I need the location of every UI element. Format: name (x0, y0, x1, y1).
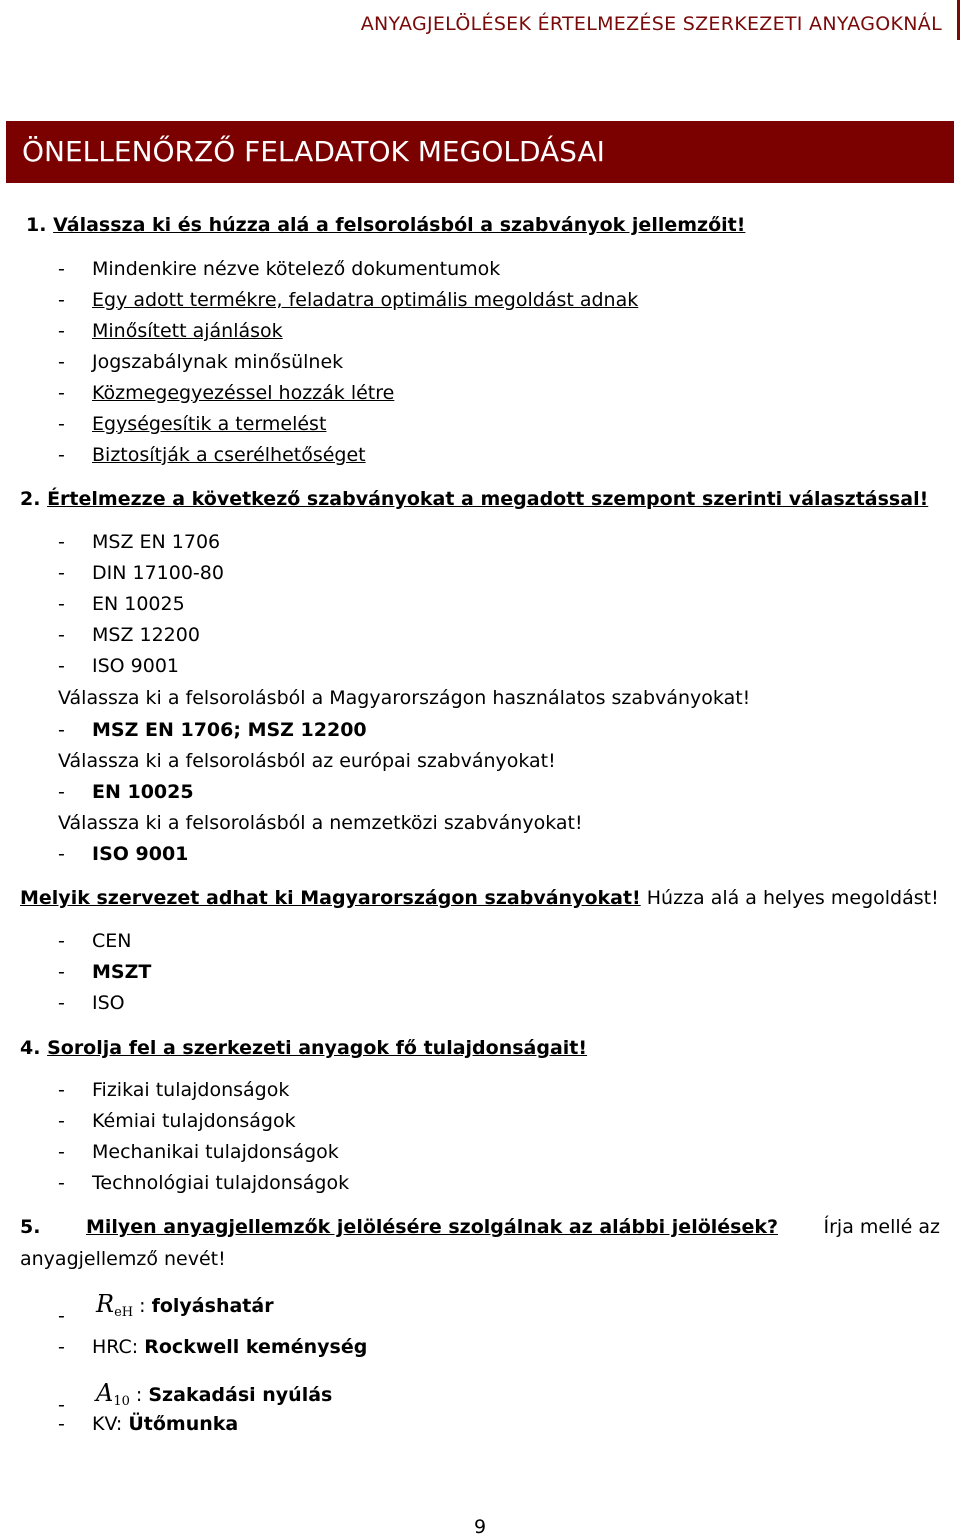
q1-item: Egységesítik a termelést (92, 413, 327, 435)
q2-item: MSZ EN 1706 (92, 531, 221, 553)
dash: - (58, 531, 65, 553)
dash: - (58, 1336, 65, 1358)
q2-item: EN 10025 (92, 593, 185, 615)
page-number: 9 (473, 1516, 487, 1538)
q5-item-hrc: HRC: Rockwell keménység (92, 1336, 368, 1358)
dash: - (58, 719, 65, 741)
running-header: ANYAGJELÖLÉSEK ÉRTELMEZÉSE SZERKEZETI ANYAGOKNÁL (360, 13, 942, 35)
q4-item: Kémiai tulajdonságok (92, 1110, 296, 1132)
dash: - (58, 655, 65, 677)
q1-item: Jogszabálynak minősülnek (92, 351, 344, 373)
dash: - (58, 562, 65, 584)
q5-item-reh: $R_{eH}$ : folyáshatár (96, 1290, 274, 1320)
dash: - (58, 258, 65, 280)
dash: - (58, 1079, 65, 1101)
q3-item: MSZT (92, 961, 152, 983)
question-3: Melyik szervezet adhat ki Magyarországon szabványokat! Húzza alá a helyes megoldást! (20, 887, 939, 909)
dash: - (58, 992, 65, 1014)
dash: - (58, 930, 65, 952)
q2-subquestion: Válassza ki a felsorolásból az európai szabványokat! (58, 750, 556, 772)
q2-answer: MSZ EN 1706; MSZ 12200 (92, 719, 367, 741)
q2-item: ISO 9001 (92, 655, 180, 677)
dash: - (58, 593, 65, 615)
q2-item: DIN 17100-80 (92, 562, 224, 584)
q2-subquestion: Válassza ki a felsorolásból a nemzetközi szabványokat! (58, 812, 583, 834)
dash: - (58, 382, 65, 404)
dash: - (58, 351, 65, 373)
question-1: 1. Válassza ki és húzza alá a felsorolásból a szabványok jellemzőit! (26, 214, 746, 236)
q1-item: Mindenkire nézve kötelező dokumentumok (92, 258, 501, 280)
q2-answer: ISO 9001 (92, 843, 189, 865)
dash: - (58, 1305, 65, 1327)
question-2: 2. Értelmezze a következő szabványokat a megadott szempont szerinti választással! (20, 488, 929, 510)
q3-item: ISO (92, 992, 125, 1014)
q1-item: Közmegegyezéssel hozzák létre (92, 382, 395, 404)
dash: - (58, 320, 65, 342)
dash: - (58, 1413, 65, 1435)
q4-item: Fizikai tulajdonságok (92, 1079, 290, 1101)
dash: - (58, 1172, 65, 1194)
section-banner: ÖNELLENŐRZŐ FELADATOK MEGOLDÁSAI (6, 121, 954, 183)
dash: - (58, 413, 65, 435)
q3-item: CEN (92, 930, 132, 952)
q5-item-kv: KV: Ütőmunka (92, 1413, 239, 1435)
question-5: 5. Milyen anyagjellemzők jelölésére szolgálnak az alábbi jelölések? Írja mellé az (20, 1216, 940, 1238)
q4-item: Mechanikai tulajdonságok (92, 1141, 339, 1163)
dash: - (58, 1110, 65, 1132)
q4-item: Technológiai tulajdonságok (92, 1172, 350, 1194)
q5-item-a10: $A_{10}$ : Szakadási nyúlás (96, 1379, 333, 1409)
dash: - (58, 1394, 65, 1416)
dash: - (58, 843, 65, 865)
question-4: 4. Sorolja fel a szerkezeti anyagok fő tulajdonságait! (20, 1037, 588, 1059)
q1-item: Biztosítják a cserélhetőséget (92, 444, 366, 466)
question-5-cont: anyagjellemző nevét! (20, 1248, 226, 1270)
dash: - (58, 444, 65, 466)
dash: - (58, 961, 65, 983)
q2-item: MSZ 12200 (92, 624, 200, 646)
q2-subquestion: Válassza ki a felsorolásból a Magyarországon használatos szabványokat! (58, 687, 751, 709)
q1-item: Egy adott termékre, feladatra optimális megoldást adnak (92, 289, 639, 311)
dash: - (58, 781, 65, 803)
dash: - (58, 289, 65, 311)
q2-answer: EN 10025 (92, 781, 194, 803)
dash: - (58, 1141, 65, 1163)
q1-item: Minősített ajánlások (92, 320, 283, 342)
dash: - (58, 624, 65, 646)
